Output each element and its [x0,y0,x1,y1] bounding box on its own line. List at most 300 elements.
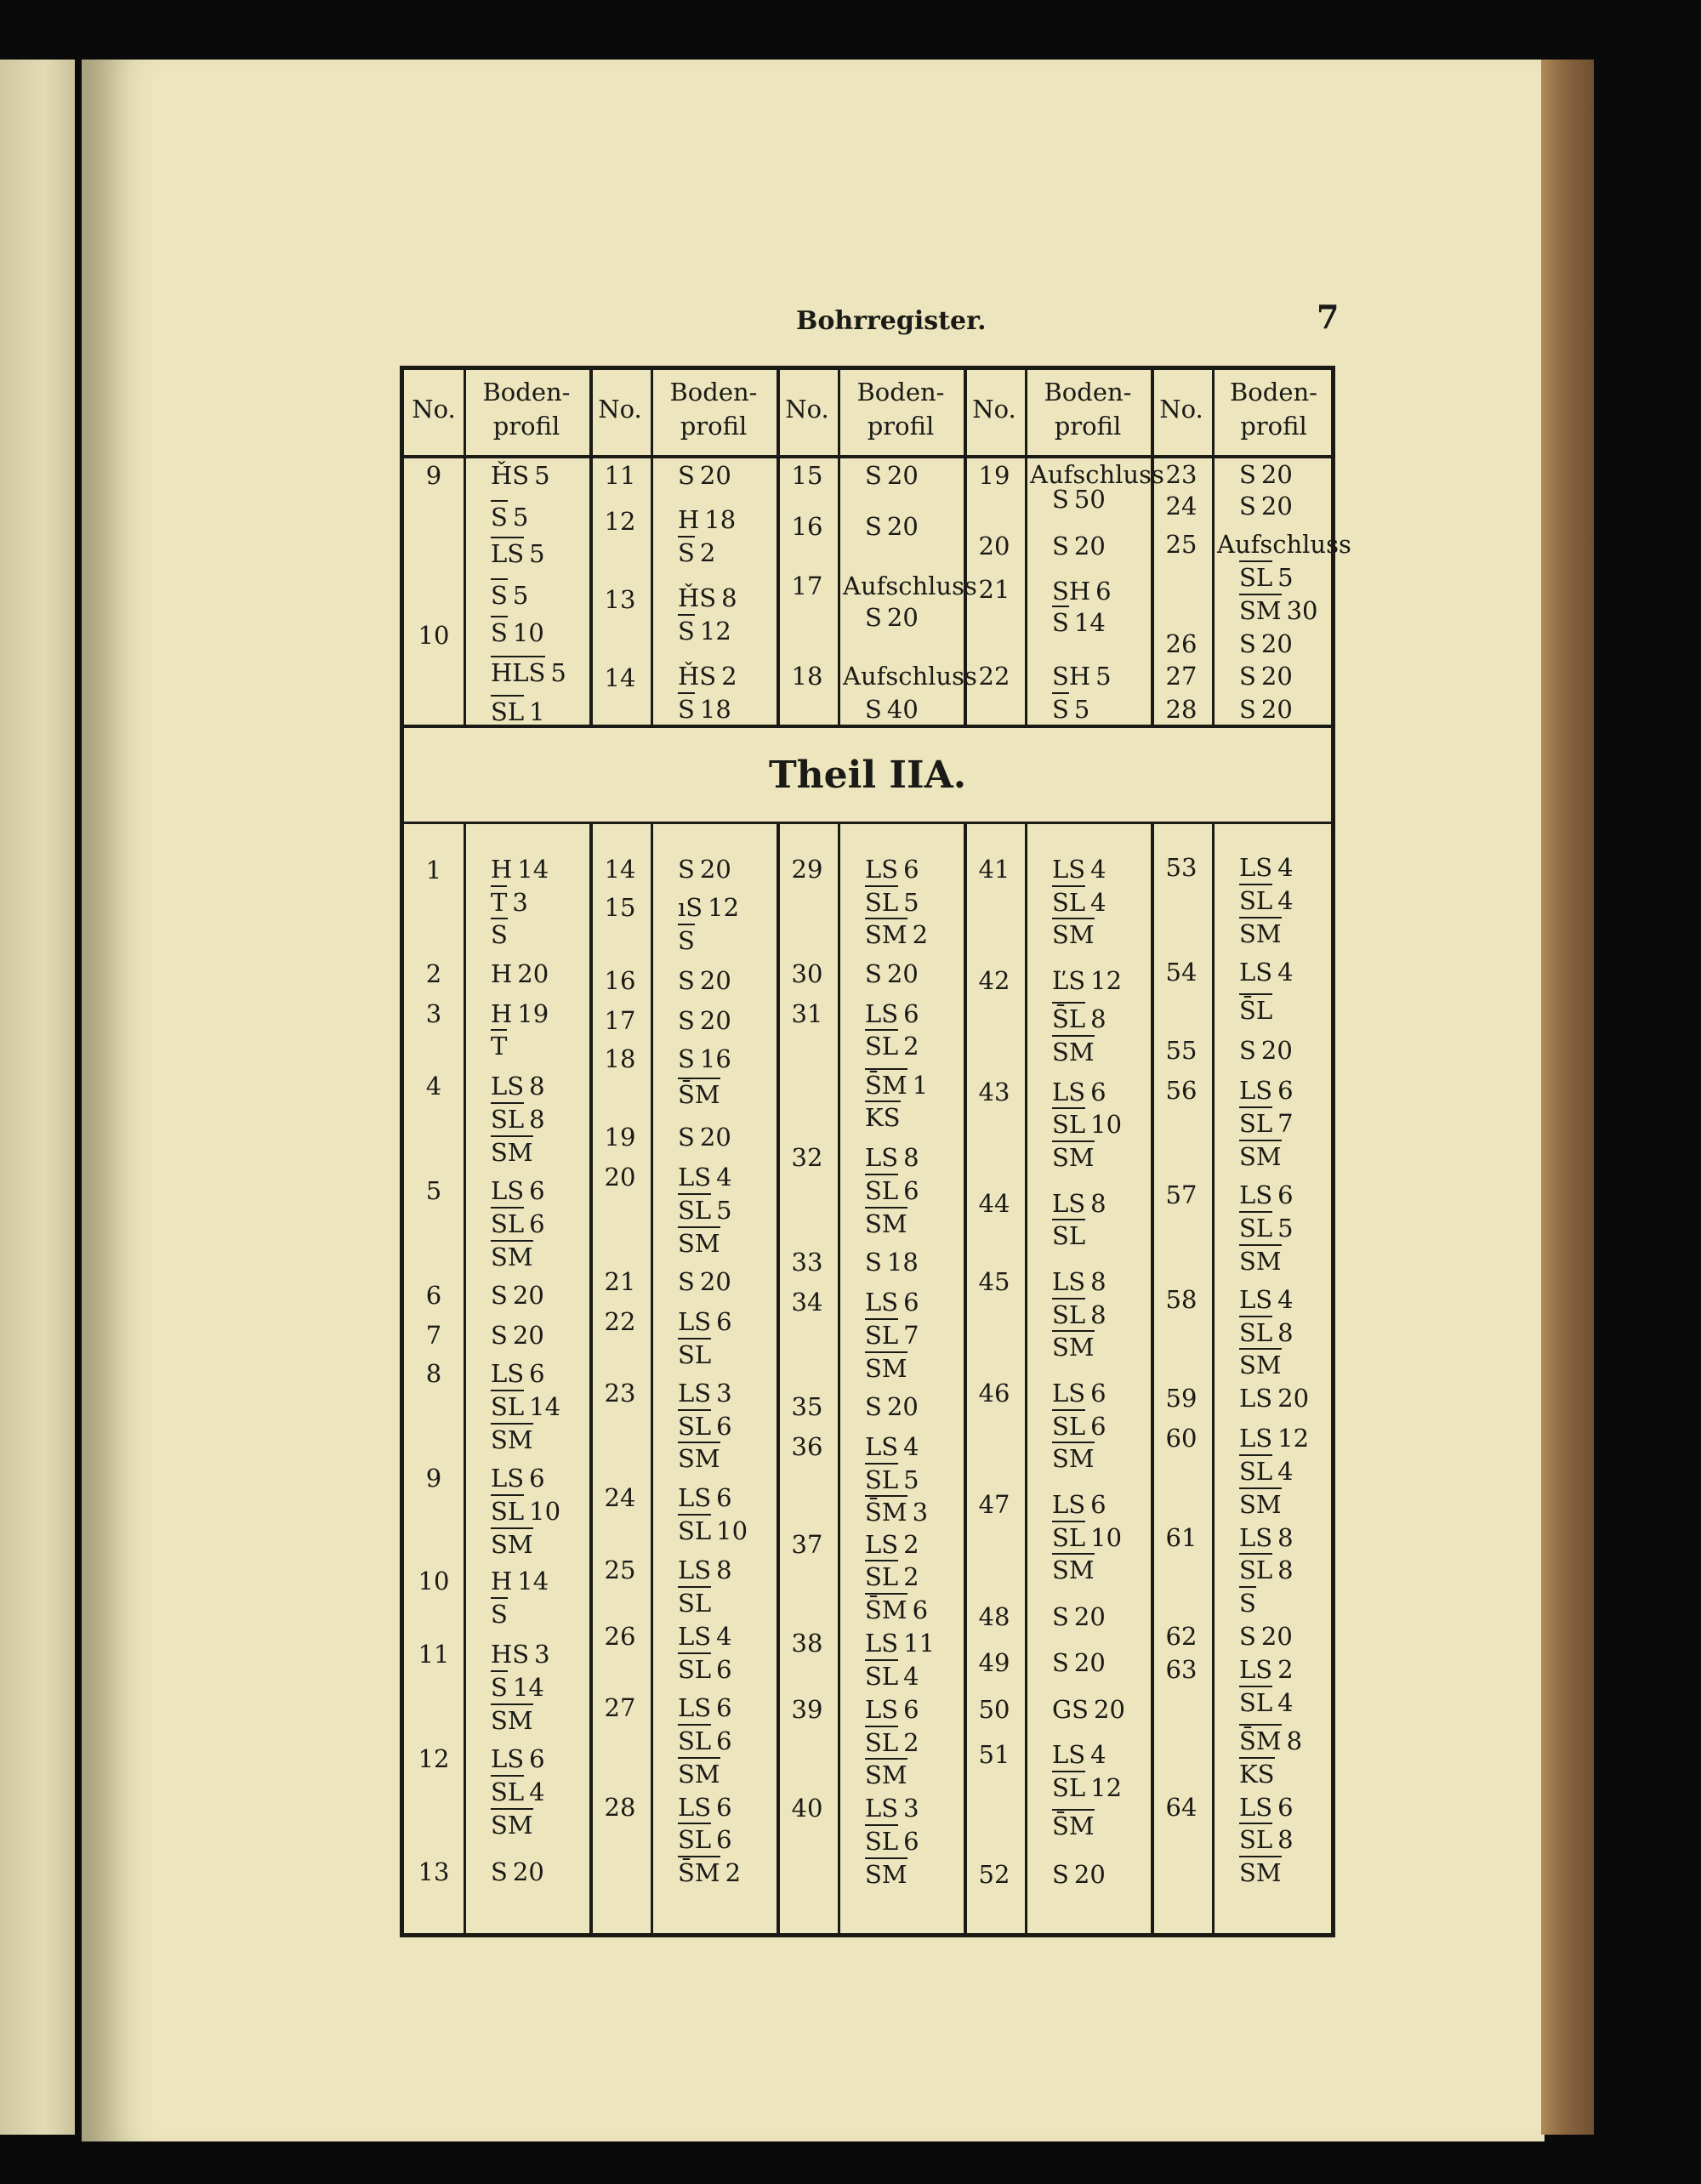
layer-depth: 8 [1277,1523,1294,1552]
soil-code: S [1052,1602,1069,1631]
bodenprofil-entry [865,1827,919,1856]
layer-depth: 10 [1090,1523,1123,1552]
bodenprofil-entry [1052,1523,1122,1552]
bodenprofil-entry [678,1307,732,1336]
column-rule-minor [838,370,840,725]
soil-code: SM [678,1760,720,1789]
bohrung-number: 16 [791,512,823,541]
soil-code: LS [678,1483,712,1512]
bodenprofil-entry [1052,1038,1095,1066]
layer-depth: 5 [903,1465,919,1494]
layer-depth: 8 [1090,1189,1107,1218]
soil-code: LS [1239,1655,1273,1684]
soil-code: SL [678,1340,712,1369]
bodenprofil-entry [1239,1318,1294,1347]
layer-depth: 6 [903,855,919,884]
layer-depth: 20 [512,1857,544,1886]
bodenprofil-entry [1239,1457,1294,1486]
column-rule-major [589,822,593,1933]
bodenprofil-entry [678,1622,732,1651]
bodenprofil-entry [678,695,731,724]
bohrung-number: 4 [425,1072,442,1101]
layer-depth: 20 [1094,1695,1125,1724]
layer-depth: 2 [903,1530,919,1559]
column-rule-minor [651,822,653,1933]
soil-code: SM [1239,1351,1282,1379]
bodenprofil-entry [865,1629,935,1658]
layer-depth: 14 [1073,608,1106,637]
soil-code: S [678,461,695,490]
left-page-edge [0,60,75,2135]
soil-code: S [678,1267,695,1296]
layer-depth: 50 [1073,485,1106,514]
bodenprofil-entry [491,1530,533,1559]
layer-depth: 3 [716,1379,732,1408]
layer-depth: 6 [912,1595,929,1624]
column-rule-minor [1025,370,1027,725]
column-rule-major [1151,822,1154,1933]
column-rule-minor [1212,822,1215,1933]
bodenprofil-entry [678,1693,732,1722]
bodenprofil-entry [678,1163,732,1192]
header-rule [404,455,1331,458]
layer-depth: 6 [716,1793,732,1822]
soil-code: S [1052,1648,1069,1677]
soil-code: SM [1052,1556,1095,1584]
header-no-5: No. [1159,395,1203,424]
bohrung-number: 40 [791,1794,823,1823]
bodenprofil-entry [1052,1695,1125,1724]
bodenprofil-entry [491,1673,544,1702]
soil-code: LS [1239,1180,1273,1209]
bohrung-number: 23 [604,1379,636,1408]
layer-depth: 20 [512,1281,544,1310]
bodenprofil-entry [491,1497,560,1526]
soil-code: LS [865,999,899,1028]
layer-depth: 5 [529,539,545,568]
bohrung-number: 61 [1165,1523,1198,1552]
soil-code: LS [865,1432,899,1461]
bohrung-number: 63 [1165,1655,1198,1684]
soil-code: S̄M [1239,1726,1282,1755]
running-head: Bohrregister. [796,306,987,336]
soil-code: S [865,1392,882,1421]
layer-depth: 20 [886,461,919,490]
layer-depth: 2 [903,1728,919,1757]
soil-code: KS [865,1103,901,1132]
layer-depth: 1 [912,1071,929,1100]
bohrung-number: 17 [604,1006,636,1035]
soil-code: LS [491,1464,525,1493]
soil-code: LS [1239,1285,1273,1314]
header-bodenprofil-4 [1025,375,1151,443]
soil-code: SL [865,1662,899,1691]
soil-code: S [1052,1860,1069,1889]
bodenprofil-entry [1052,1300,1107,1329]
soil-code: SM [678,1444,720,1473]
bodenprofil-entry [1239,1351,1282,1379]
bodenprofil-entry [1052,1267,1107,1296]
bodenprofil-entry [843,572,977,600]
soil-code: S̄M [1052,1811,1095,1840]
column-rule-major [964,822,967,1933]
layer-depth: 12 [1090,1773,1123,1802]
bodenprofil-entry [678,1229,720,1258]
soil-code: SM [1052,1444,1095,1473]
soil-code: S [678,617,695,646]
bohrung-number: 59 [1165,1384,1198,1413]
soil-code: LS [1052,1379,1086,1408]
bodenprofil-entry [678,1556,732,1584]
soil-code: SM [865,1354,907,1383]
bodenprofil-entry [865,512,919,541]
bohrung-number: 15 [604,893,636,922]
layer-depth: 20 [1260,460,1293,489]
bodenprofil-entry [1239,1180,1294,1209]
bodenprofil-entry [865,920,928,949]
bodenprofil-entry [678,1726,732,1755]
bohrung-number: 62 [1165,1622,1198,1651]
bodenprofil-entry [491,1243,533,1271]
bohrung-number: 12 [418,1744,450,1773]
bodenprofil-entry [865,1432,919,1461]
soil-code: H [491,1567,513,1595]
column-rule-major [777,822,780,1933]
bodenprofil-entry [1052,1648,1106,1677]
layer-depth: 2 [721,662,737,691]
bodenprofil-entry [865,1321,919,1350]
layer-depth: 4 [1277,958,1294,987]
soil-code: SL [1052,1412,1086,1441]
bodenprofil-entry [678,1267,731,1296]
layer-depth: 8 [529,1072,545,1101]
bohrung-number: 41 [978,855,1010,884]
soil-code: LS [1239,1523,1273,1552]
header-bodenprofil-line2: profil [1240,412,1307,441]
bodenprofil-entry [1052,485,1106,514]
bodenprofil-entry [865,1288,919,1317]
bodenprofil-entry [865,1143,919,1172]
layer-depth: 6 [1095,577,1112,606]
layer-depth: 20 [1260,695,1293,724]
column-rule-major [589,370,593,725]
bodenprofil-entry [1052,920,1095,949]
bohrung-number: 29 [791,855,823,884]
bodenprofil-entry [678,1379,732,1408]
bodenprofil-entry [1239,492,1293,520]
column-rule-minor [464,370,466,725]
layer-depth: 2 [903,1562,919,1591]
soil-code: S [678,926,695,955]
soil-code: LS [678,1793,712,1822]
layer-depth: 6 [529,1176,545,1205]
bodenprofil-entry [865,461,919,490]
bohrung-number: 16 [604,966,636,995]
soil-code: LS [1239,958,1273,987]
bohrung-number: 45 [978,1267,1010,1296]
layer-depth: 20 [699,1006,731,1035]
layer-depth: 4 [1277,1285,1294,1314]
bodenprofil-entry [865,959,919,988]
bodenprofil-entry [1052,532,1106,560]
soil-code: SM [491,1530,533,1559]
bodenprofil-entry [865,1530,919,1559]
layer-depth: 12 [708,893,740,922]
bohrung-number: 28 [604,1793,636,1822]
header-bodenprofil-2 [651,375,777,443]
bodenprofil-entry [865,1103,901,1132]
bodenprofil-entry [491,1209,545,1238]
bodenprofil-entry [865,855,919,884]
layer-depth: 20 [886,959,919,988]
layer-depth: 40 [886,695,919,724]
layer-depth: 20 [1277,1384,1310,1413]
soil-code: LS [1239,1076,1273,1105]
bodenprofil-entry [1239,695,1293,724]
bodenprofil-entry [865,1498,928,1527]
header-bodenprofil-line1: Boden- [482,378,571,407]
soil-code: S [865,695,882,724]
bohrung-number: 60 [1165,1424,1198,1453]
soil-code: LS [865,1288,899,1317]
soil-code: S [1239,1589,1256,1618]
column-rule-major [1151,370,1154,725]
soil-code: S [491,1321,508,1350]
bodenprofil-entry [1052,1860,1106,1889]
soil-code: SL [865,1728,899,1757]
soil-code: S [1239,1036,1256,1065]
book-page [82,60,1545,2141]
soil-code: SM [491,1811,533,1840]
bodenprofil-entry [491,1777,545,1806]
soil-code: SM [1052,1038,1095,1066]
bodenprofil-entry [1239,1076,1294,1105]
soil-code: SL [678,1655,712,1684]
bodenprofil-entry [1239,886,1294,915]
bohrung-number: 20 [978,532,1010,560]
bohrung-number: 58 [1165,1285,1198,1314]
layer-depth: 6 [1090,1078,1107,1106]
soil-code: LS [1239,1793,1273,1822]
layer-depth: 3 [534,1640,550,1669]
bohrung-number: 21 [604,1267,636,1296]
soil-code: SM [1239,1490,1282,1519]
layer-depth: 4 [1090,1740,1107,1769]
bodenprofil-entry [491,697,545,726]
soil-code: LS [491,1744,525,1773]
layer-depth: 5 [512,503,529,532]
bohrung-number: 2 [425,959,442,988]
soil-code: LS [678,1307,712,1336]
bodenprofil-entry [678,1793,732,1822]
bodenprofil-entry [865,1695,919,1724]
bodenprofil-entry [865,1392,919,1421]
bodenprofil-entry [678,1655,732,1684]
soil-code: SL [1239,1318,1273,1347]
layer-depth: 19 [517,999,549,1028]
layer-depth: 2 [1277,1655,1294,1684]
bodenprofil-entry [491,1811,533,1840]
soil-code: S̄M [865,1071,907,1100]
bodenprofil-entry [1052,1078,1107,1106]
soil-code: S [865,603,882,632]
soil-code: LS [678,1556,712,1584]
soil-code: SM [491,1138,533,1167]
layer-depth: 2 [903,1032,919,1061]
soil-code: S [865,959,882,988]
layer-depth: 4 [716,1163,732,1192]
bodenprofil-entry [678,583,737,612]
bohrung-number: 28 [1165,695,1198,724]
bodenprofil-entry [1052,1602,1106,1631]
layer-depth: 20 [1073,1860,1106,1889]
soil-code: SM [1239,596,1282,625]
soil-code: S [491,920,508,949]
layer-depth: 10 [716,1516,748,1545]
bodenprofil-entry [865,1562,919,1591]
bodenprofil-entry [491,461,550,490]
bodenprofil-entry [1052,1740,1107,1769]
layer-depth: 20 [517,959,549,988]
soil-code: S [678,1123,695,1152]
layer-depth: 5 [512,581,529,610]
soil-code: S [1052,532,1069,560]
bodenprofil-entry [678,926,695,955]
soil-code: ȞS [678,662,717,691]
soil-code: LS [1052,1078,1086,1106]
bodenprofil-entry [678,1044,731,1073]
bodenprofil-entry [1239,1760,1275,1789]
soil-code: SL [865,1032,899,1061]
bodenprofil-entry [1239,1424,1309,1453]
soil-code: S [678,695,695,724]
bodenprofil-entry [1239,596,1317,625]
bodenprofil-entry [1239,996,1272,1025]
bohrung-number: 48 [978,1602,1010,1631]
layer-depth: 18 [886,1248,919,1277]
section-title: Theil IIA. [768,754,967,797]
bodenprofil-entry [865,1071,928,1100]
soil-code: LS [678,1163,712,1192]
layer-depth: 10 [529,1497,561,1526]
soil-code: GS [1052,1695,1089,1724]
book-fore-edge [1541,60,1594,2135]
layer-depth: 5 [1073,695,1090,724]
soil-code: LS [865,1143,899,1172]
soil-code: LS [1239,1424,1273,1453]
header-bodenprofil-line2: profil [680,412,748,441]
column-rule-major [964,370,967,725]
layer-depth: 8 [716,1556,732,1584]
soil-code: S̄M [678,1858,720,1887]
layer-depth: 14 [529,1392,561,1421]
bohrung-number: 44 [978,1189,1010,1218]
layer-depth: 6 [716,1825,732,1854]
bodenprofil-entry [1052,1490,1107,1519]
soil-code: SL [865,1562,899,1591]
soil-code: LS [865,855,899,884]
layer-depth: 8 [1277,1556,1294,1584]
soil-code: SL [865,1465,899,1494]
bodenprofil-entry [678,1760,720,1789]
bodenprofil-entry [678,966,731,995]
bohrung-number: 43 [978,1078,1010,1106]
header-no-4: No. [972,395,1016,424]
soil-code: SL [865,1176,899,1205]
bodenprofil-entry [678,505,736,534]
bohrung-number: 56 [1165,1076,1198,1105]
layer-depth: 20 [1260,1622,1293,1651]
soil-code: S̄M [678,1080,720,1109]
column-rule-minor [1025,822,1027,1933]
soil-code: Aufschluss [843,662,977,691]
soil-code: S [1052,695,1069,724]
bodenprofil-entry [1052,1811,1095,1840]
layer-depth: 6 [716,1483,732,1512]
soil-code: T [491,888,508,917]
layer-depth: 6 [529,1209,545,1238]
soil-code: ȞS [678,583,717,612]
bohrung-number: 21 [978,575,1010,604]
layer-depth: 20 [699,461,731,490]
bodenprofil-entry [865,1794,919,1823]
bodenprofil-entry [678,1858,741,1887]
bohrung-number: 64 [1165,1793,1198,1822]
bodenprofil-entry [1052,966,1122,995]
soil-code: S [1239,492,1256,520]
header-bodenprofil-line1: Boden- [1044,378,1132,407]
layer-depth: 4 [1277,853,1294,882]
soil-code: S [491,1281,508,1310]
soil-code: SM [865,1860,907,1889]
layer-depth: 2 [912,920,929,949]
layer-depth: 18 [699,695,731,724]
soil-code: SH [1052,577,1091,606]
header-bodenprofil-line1: Boden- [856,378,945,407]
layer-depth: 5 [903,888,919,917]
header-bodenprofil-1 [464,375,589,443]
soil-code: S [491,1600,508,1629]
soil-code: SL [1239,1825,1273,1854]
soil-code: LS [491,1072,525,1101]
bohrung-number: 8 [425,1359,442,1388]
bodenprofil-entry [1239,1490,1282,1519]
soil-code: SL [491,1777,525,1806]
bodenprofil-entry [1239,1589,1256,1618]
layer-depth: 6 [716,1726,732,1755]
bohrung-number: 42 [978,966,1010,995]
soil-code: S [678,1044,695,1073]
soil-code: T [491,1032,508,1061]
bodenprofil-entry [865,1354,907,1383]
soil-code: SL [1239,563,1273,592]
soil-code: LS [1052,855,1086,884]
bodenprofil-entry [865,1032,919,1061]
soil-code: LS [1052,1189,1086,1218]
bohrung-number: 51 [978,1740,1010,1769]
layer-depth: 6 [529,1744,545,1773]
bodenprofil-entry [1239,1556,1294,1584]
layer-depth: 5 [1277,563,1294,592]
bodenprofil-entry [865,1465,919,1494]
header-no-1: No. [412,395,456,424]
bohrung-number: 31 [791,999,823,1028]
bodenprofil-entry [1052,1189,1107,1218]
bohrung-number: 32 [791,1143,823,1172]
layer-depth: 20 [1260,662,1293,691]
bohrung-number: 10 [418,621,450,650]
soil-code: LS [1239,853,1273,882]
